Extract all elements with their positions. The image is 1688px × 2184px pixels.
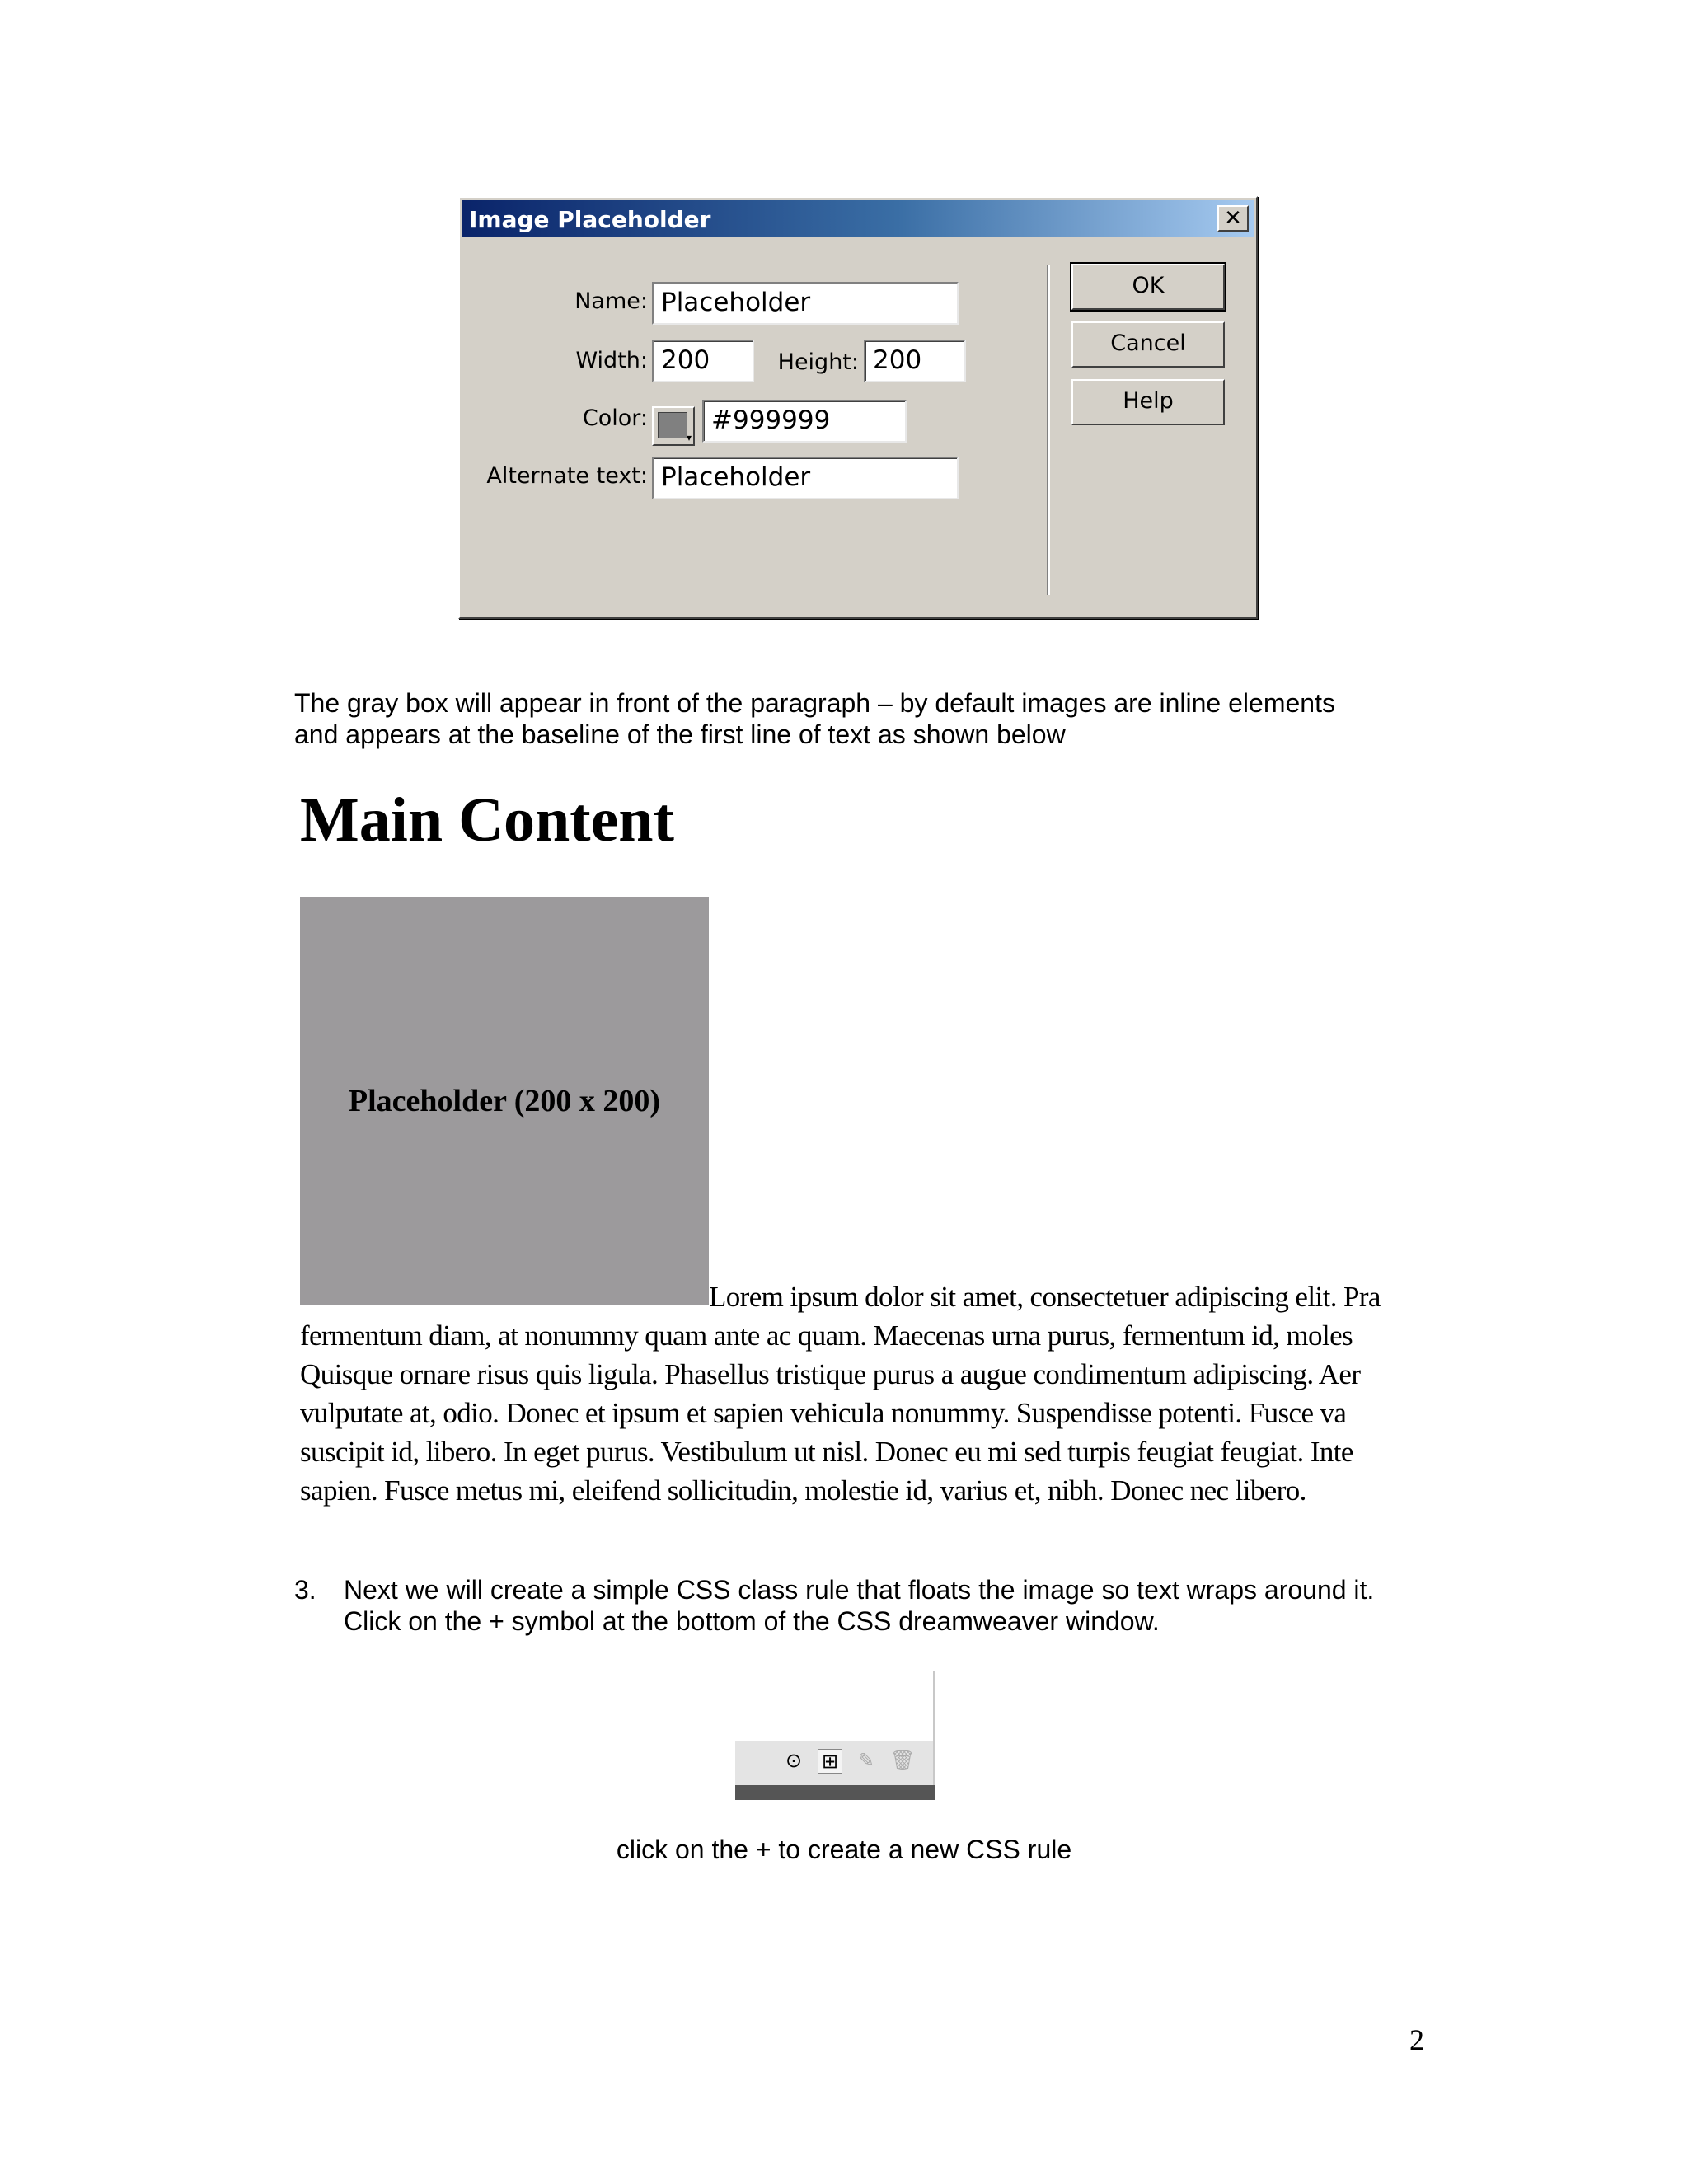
color-input[interactable]: #999999: [702, 400, 907, 443]
trash-icon[interactable]: 🗑: [890, 1750, 916, 1772]
step-line-1: Next we will create a simple CSS class rule that floats the image so text wraps around it.: [344, 1575, 1375, 1605]
height-input[interactable]: 200: [864, 340, 966, 382]
placeholder-label: Placeholder (200 x 200): [348, 1084, 661, 1118]
close-icon[interactable]: ✕: [1217, 205, 1249, 232]
step-line-2: Click on the + symbol at the bottom of the CSS dreamweaver window.: [344, 1606, 1160, 1636]
name-label: Name:: [574, 288, 648, 314]
attach-stylesheet-icon[interactable]: ⊙: [785, 1750, 803, 1772]
width-label: Width:: [575, 348, 648, 373]
step-text: [344, 1574, 1481, 1637]
image-placeholder: [300, 897, 709, 1305]
ok-button[interactable]: OK: [1071, 264, 1225, 310]
intro-line-1: The gray box will appear in front of the paragraph – by default images are inline elements: [294, 688, 1335, 718]
dialog-divider: [1047, 265, 1050, 595]
alt-text-label: Alternate text:: [486, 463, 648, 489]
lorem-paragraph: [300, 1277, 1454, 1508]
alt-text-input[interactable]: Placeholder: [652, 457, 959, 499]
figure-caption: click on the + to create a new CSS rule: [616, 1835, 1072, 1864]
chevron-down-icon: ▾: [686, 432, 692, 443]
width-input[interactable]: 200: [652, 340, 754, 382]
panel-bottom-bar: [735, 1785, 935, 1800]
color-swatch-button[interactable]: [652, 406, 695, 446]
intro-line-2: and appears at the baseline of the first line of text as shown below: [294, 719, 1066, 749]
new-css-rule-icon[interactable]: ⊞: [818, 1749, 842, 1774]
color-label: Color:: [582, 405, 648, 431]
cancel-button[interactable]: Cancel: [1071, 321, 1225, 368]
image-placeholder-dialog: [458, 196, 1258, 619]
dialog-titlebar: [462, 200, 1254, 237]
help-button[interactable]: Help: [1071, 379, 1225, 425]
step-number: 3.: [294, 1575, 316, 1605]
main-content-heading: Main Content: [300, 785, 674, 855]
lorem-line: Lorem ipsum dolor sit amet, consectetuer adipiscing elit. Pra: [709, 1281, 1381, 1313]
height-label: Height:: [777, 349, 859, 375]
lorem-line: suscipit id, libero. In eget purus. Vestibulum ut nisl. Donec eu mi sed turpis feugiat feugiat. Inte: [300, 1436, 1353, 1468]
lorem-line: Quisque ornare risus quis ligula. Phasellus tristique purus a augue condimentum adipiscing. Aer: [300, 1358, 1361, 1390]
dialog-title: Image Placeholder: [469, 206, 711, 233]
name-input[interactable]: Placeholder: [652, 282, 959, 325]
lorem-line: sapien. Fusce metus mi, eleifend sollicitudin, molestie id, varius et, nibh. Donec nec libero.: [300, 1474, 1306, 1507]
lorem-line: vulputate at, odio. Donec et ipsum et sapien vehicula nonummy. Suspendisse potenti. Fusce va: [300, 1397, 1347, 1429]
color-chip: [658, 412, 687, 438]
lorem-line: fermentum diam, at nonummy quam ante ac quam. Maecenas urna purus, fermentum id, moles: [300, 1319, 1353, 1352]
edit-rule-icon[interactable]: ✎: [857, 1750, 875, 1772]
css-panel-toolbar: [735, 1671, 935, 1803]
panel-edge: [933, 1671, 935, 1787]
page-number: 2: [1409, 2023, 1424, 2056]
